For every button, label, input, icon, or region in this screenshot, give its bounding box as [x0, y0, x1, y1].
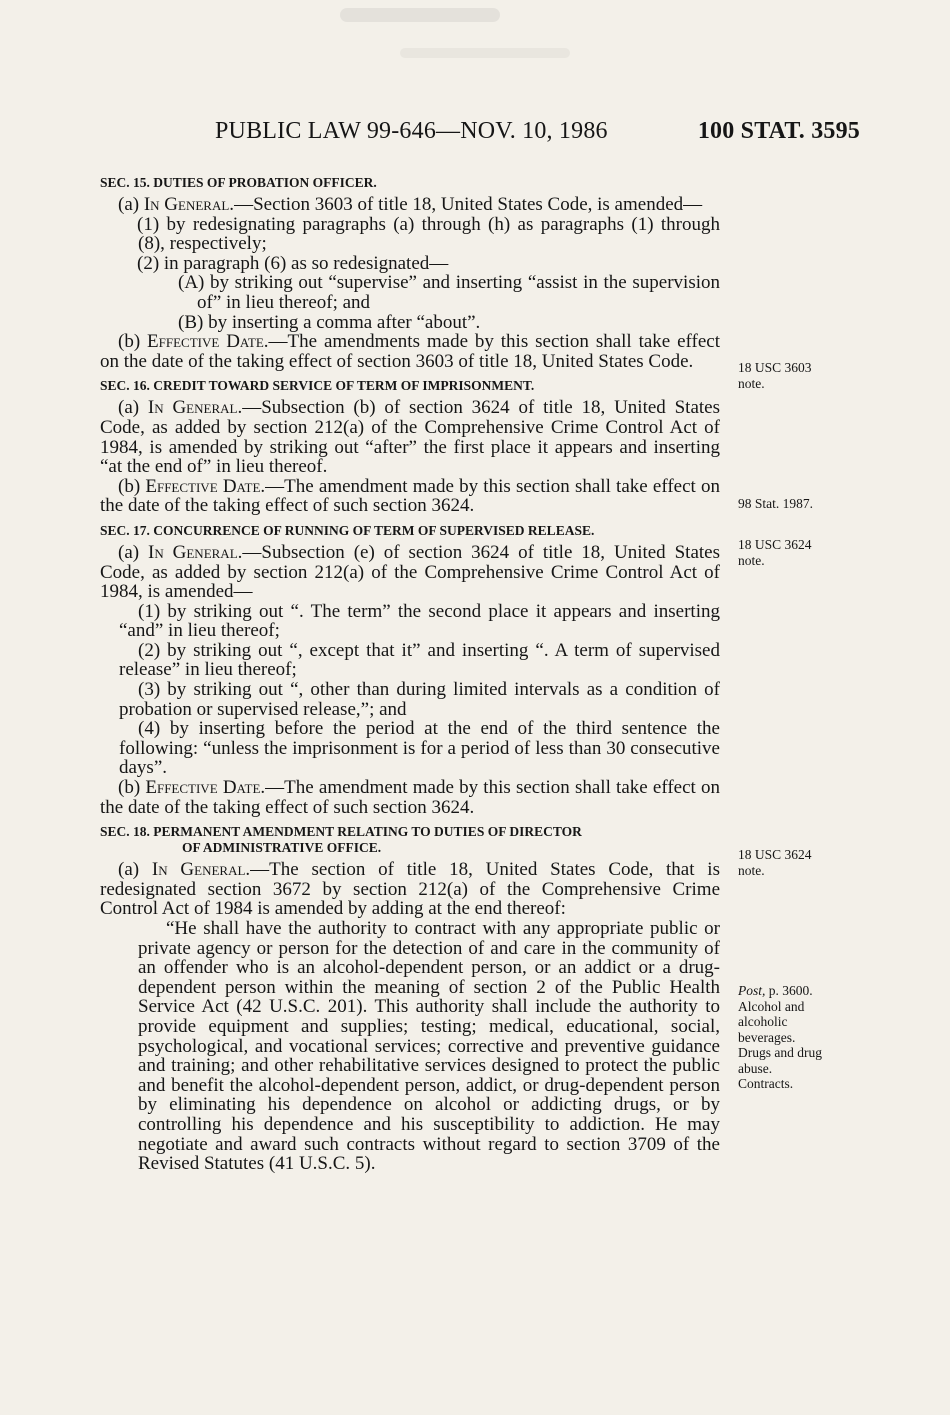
subsection-label: Effective Date. — [145, 475, 266, 497]
section-heading: SEC. 17. CONCURRENCE OF RUNNING OF TERM OF SUPERVISED RELEASE. — [100, 522, 595, 538]
margin-note — [738, 496, 868, 512]
document-body — [100, 175, 720, 1174]
subsection-a: (a) In General.—The section of title 18, United States Code, that is redesignated section 3672 by section 212(a) of the Comprehensive Crime Control Act of 1984 is amended by adding at the end thereof: — [100, 859, 720, 920]
margin-note-line: note. — [738, 375, 765, 391]
margin-note-line: alcoholic — [738, 1014, 788, 1029]
margin-note — [738, 847, 868, 878]
margin-note-line: 18 USC 3624 — [738, 847, 812, 862]
subsection-b: (b) Effective Date.—The amendment made by this section shall take effect on the date of the taking effect of such section 3624. — [100, 475, 721, 517]
margin-note-line: note. — [738, 862, 765, 878]
subsection-a: (a) In General.—Subsection (b) of section 3624 of title 18, United States Code, as added by section 212(a) of the Comprehensive Crime Control Act of 1984, is amended by striking out “after” the first place it appears and inserting “at the end of” in lieu thereof. — [100, 397, 720, 478]
subsection-text: —The amendment made by this section shall take effect on the date of the taking effect of such section 3624. — [100, 475, 721, 517]
paragraph: (4) by inserting before the period at the end of the third sentence the following: “unless the imprisonment is for a period of less than 30 consecutive days”. — [119, 718, 720, 779]
margin-note-line: abuse. — [738, 1060, 773, 1076]
paragraph: (2) by striking out “, except that it” and inserting “. A term of supervised release” in lieu thereof; — [119, 639, 720, 681]
margin-note-line: Contracts. — [738, 1076, 794, 1091]
subsection-text: —Subsection (e) of section 3624 of title 18, United States Code, as added by section 212(a) of the Comprehensive Crime Control Act of 1984, is amended— — [100, 541, 720, 603]
subsection-a: (a) In General.—Subsection (e) of section 3624 of title 18, United States Code, as added by section 212(a) of the Comprehensive Crime Control Act of 1984, is amended— — [100, 541, 720, 603]
paragraph: (1) by redesignating paragraphs (a) through (h) as paragraphs (1) through (8), respectively; — [137, 213, 720, 255]
subsection-b: (b) Effective Date.—The amendment made by this section shall take effect on the date of the taking effect of such section 3624. — [100, 777, 721, 818]
margin-note-line: 18 USC 3624 — [738, 537, 812, 552]
subsection-label: Effective Date. — [145, 777, 266, 799]
margin-note-line: Alcohol and — [738, 998, 805, 1014]
paragraph: (3) by striking out “, other than during limited intervals as a condition of probation or supervised release,”; and — [119, 679, 720, 720]
paragraph: (2) in paragraph (6) as so redesignated— — [137, 252, 449, 274]
subparagraph: (B) by inserting a comma after “about”. — [178, 311, 481, 333]
margin-note-line: 98 Stat. 1987. — [738, 496, 814, 511]
subsection-a: (a) In General.—Section 3603 of title 18, United States Code, is amended— — [118, 194, 703, 215]
quoted-text: “He shall have the authority to contract with any appropriate public or private agency or person for the detection of and care in the community of an offender who is an alcohol-dependent person, or an addict or a drug-dependent person within the meaning of section 2 of the Public Health Service Act (42 U.S.C. 201). This authority shall include the authority to provide equipment and supplies; testing; medical, educational, social, psychological, and vocational services; corrective and preventive guidance and training; and other rehabilitative services designed to protect the public and benefit the alcohol-dependent person, addict, or drug-dependent person by eliminating his dependence on alcohol or addicting drugs, or by controlling his dependence and his susceptibility to addiction. He may negotiate and award such contracts without regard to section 3709 of the Revised Statutes (41 U.S.C. 5). — [138, 918, 720, 1175]
paragraph: (1) by striking out “. The term” the second place it appears and inserting “and” in lieu thereof; — [119, 600, 720, 642]
subsection-label: In General. — [147, 397, 243, 419]
subsection-label: In General. — [148, 541, 243, 563]
margin-note-page: p. 3600. — [765, 983, 813, 998]
bleed-through-mark — [340, 8, 500, 22]
subsection-text: —Section 3603 of title 18, United States Code, is amended— — [234, 194, 703, 215]
section-heading-line: SEC. 18. PERMANENT AMENDMENT RELATING TO DUTIES OF DIRECTOR — [100, 824, 582, 840]
section-heading: SEC. 15. DUTIES OF PROBATION OFFICER. — [100, 175, 377, 190]
subsection-text: —The amendments made by this section shall take effect on the date of the taking effect of section 3603 of title 18, United States Code. — [100, 331, 721, 372]
subsection-text: —The section of title 18, United States Code, that is redesignated section 3672 by section 212(a) of the Comprehensive Crime Control Act of 1984 is amended by adding at the end thereof: — [100, 859, 720, 920]
margin-note-line — [738, 983, 868, 999]
bleed-through-mark — [400, 48, 570, 58]
margin-note-line: beverages. — [738, 1029, 796, 1045]
margin-note-line: 18 USC 3603 — [738, 360, 812, 375]
margin-note-line: note. — [738, 552, 765, 568]
margin-note — [738, 983, 868, 1092]
margin-note — [738, 537, 868, 568]
statute-page: 100 STAT. 3595 — [697, 118, 860, 144]
law-citation: PUBLIC LAW 99-646—NOV. 10, 1986 — [215, 118, 608, 144]
subsection-text: —The amendment made by this section shall take effect on the date of the taking effect of such section 3624. — [100, 777, 721, 818]
subsection-label: In General. — [151, 859, 251, 881]
section-heading-line: OF ADMINISTRATIVE OFFICE. — [182, 840, 382, 856]
subsection-b: (b) Effective Date.—The amendments made by this section shall take effect on the date of the taking effect of section 3603 of title 18, United States Code. — [100, 331, 721, 372]
page-header — [215, 118, 860, 150]
margin-note — [738, 360, 868, 391]
section-heading: SEC. 16. CREDIT TOWARD SERVICE OF TERM OF IMPRISONMENT. — [100, 378, 535, 394]
subparagraph: (A) by striking out “supervise” and inserting “assist in the supervision of” in lieu thereof; and — [178, 272, 720, 313]
margin-note-line: Drugs and drug — [738, 1045, 822, 1060]
margin-note-post: Post, — [738, 983, 766, 998]
subsection-label: Effective Date. — [147, 331, 269, 353]
subsection-label: In General. — [143, 194, 235, 215]
subsection-text: —Subsection (b) of section 3624 of title 18, United States Code, as added by section 212(a) of the Comprehensive Crime Control Act of 1984, is amended by striking out “after” the first place it appears and inserting “at the end of” in lieu thereof. — [100, 397, 720, 478]
section-heading — [100, 824, 720, 856]
